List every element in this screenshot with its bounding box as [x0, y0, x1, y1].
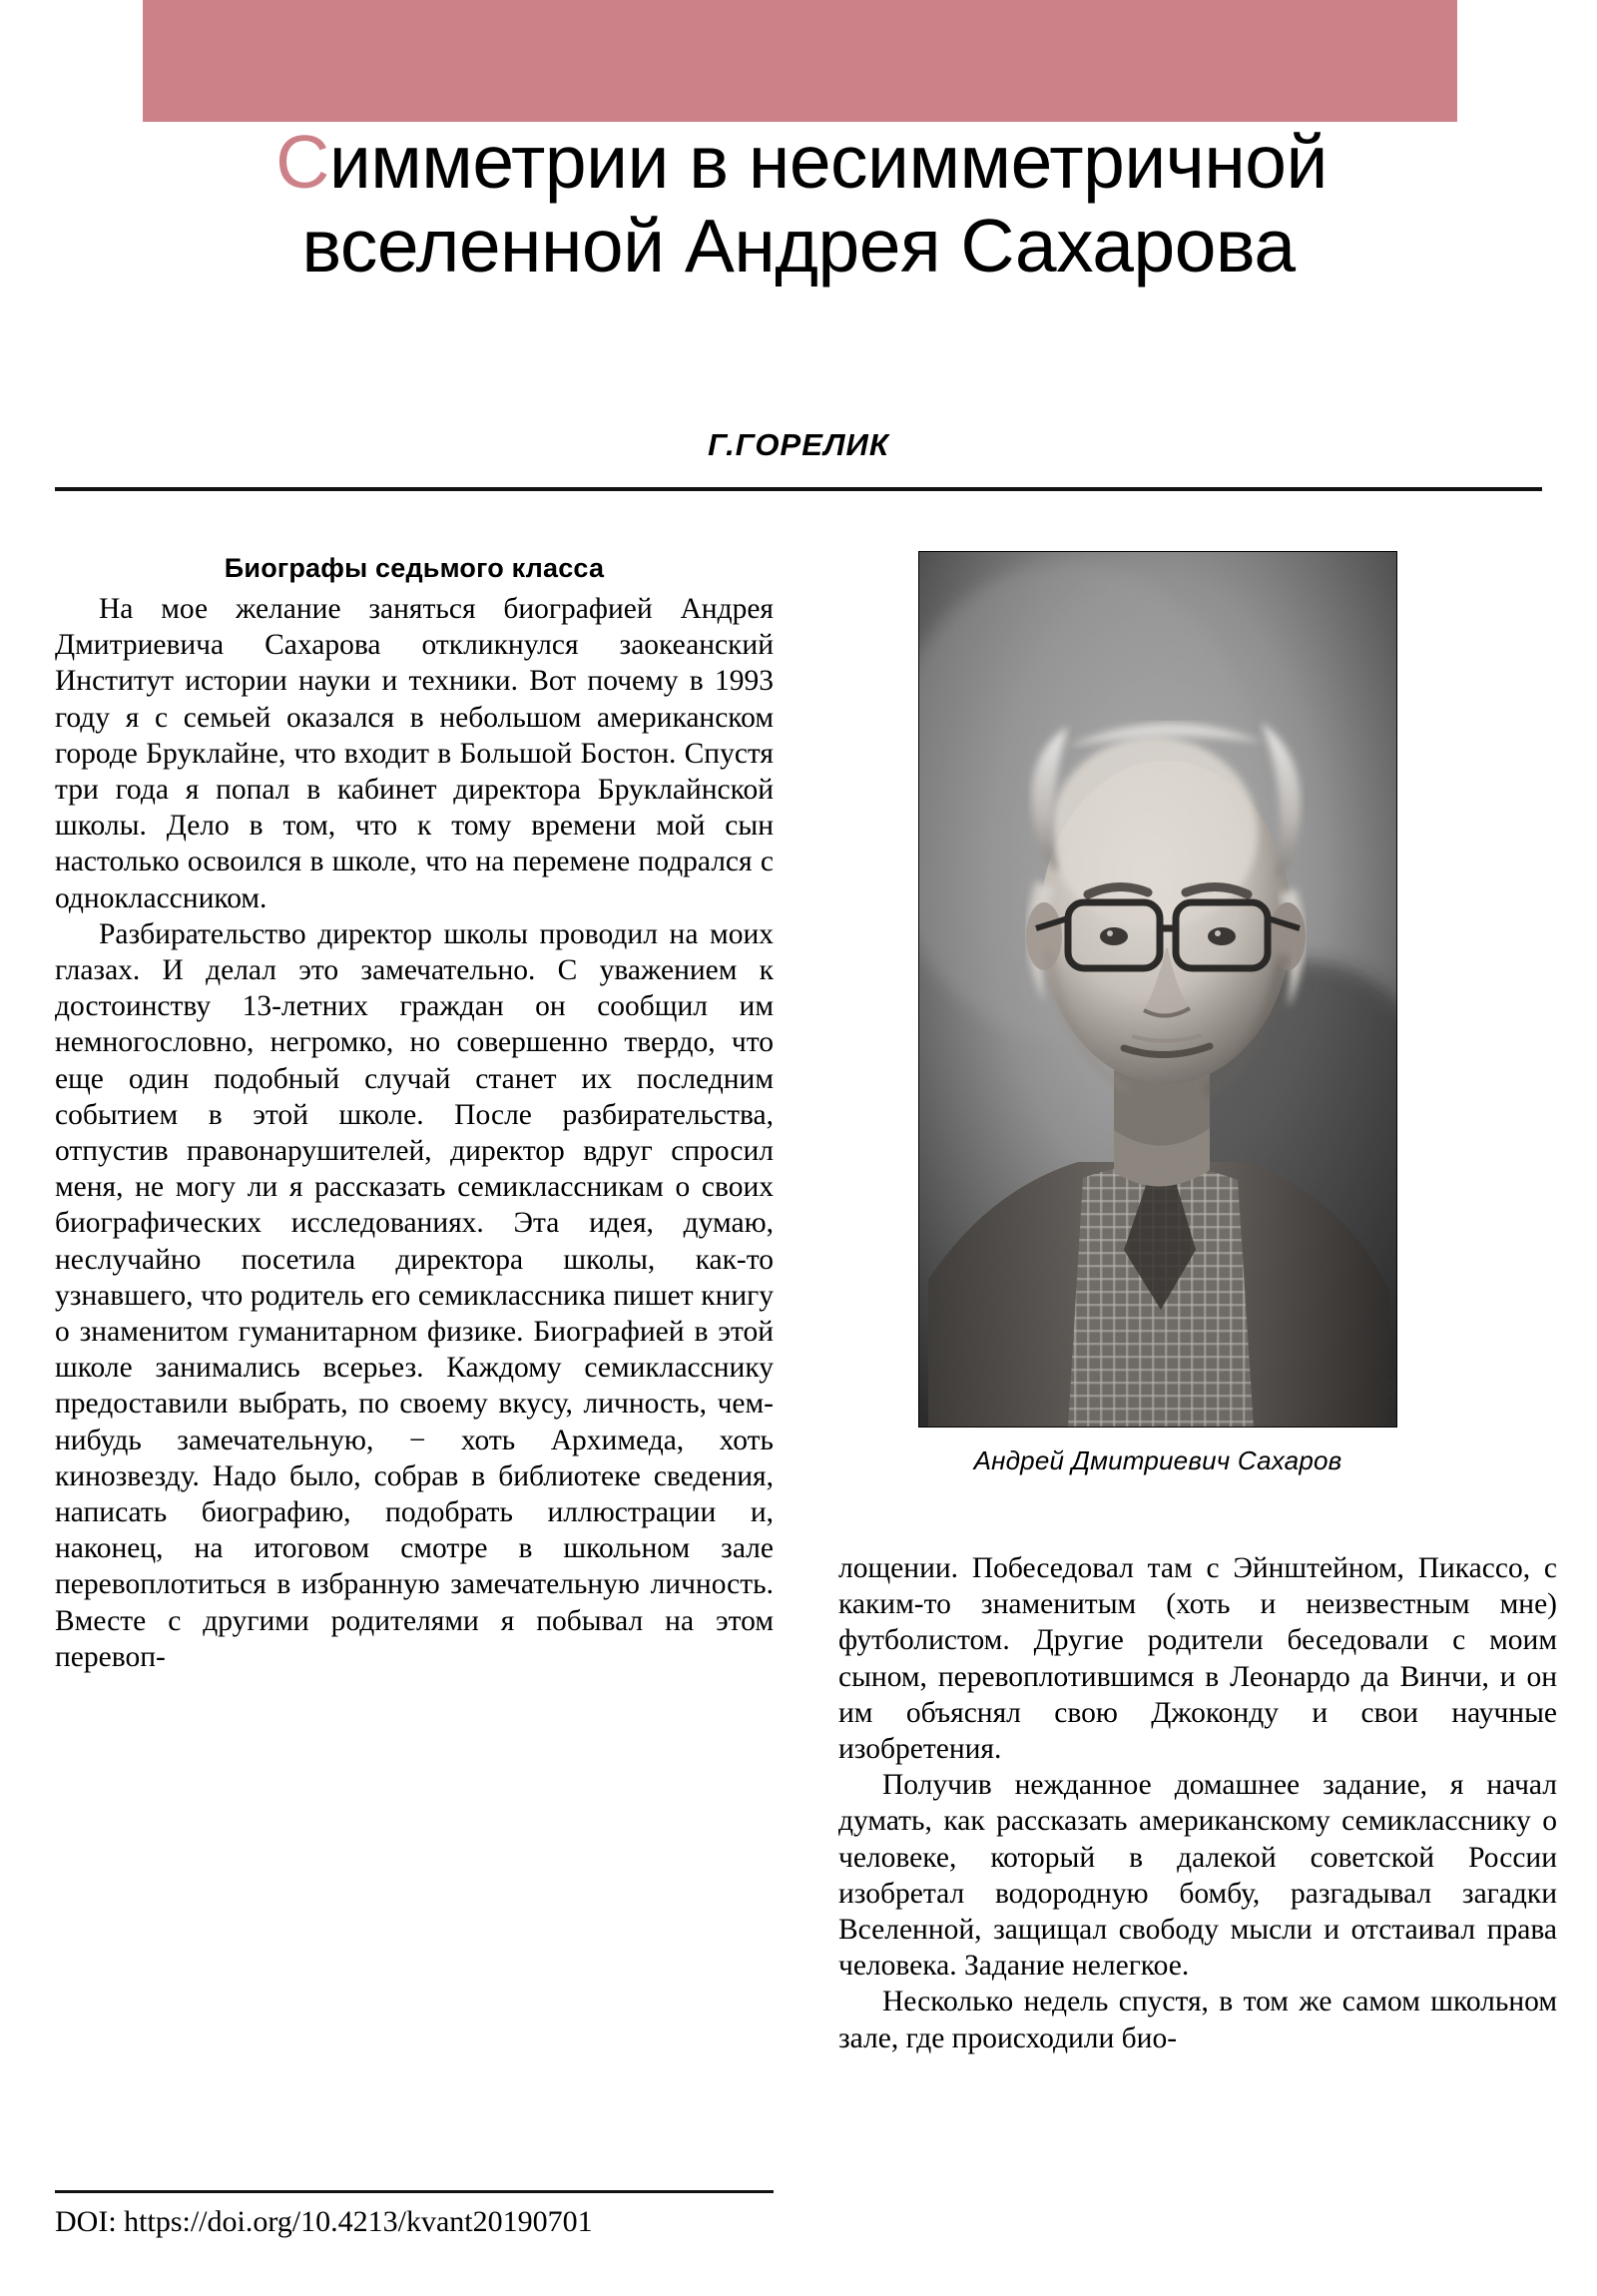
title-line-1: имметрии в несимметричной — [328, 120, 1328, 204]
paragraph: Несколько недель спустя, в том же самом школьном зале, где происходили био- — [838, 1986, 1557, 2054]
paragraph: На мое желание заняться биографией Андрея Дмитриевича Сахарова откликнулся заокеанский Институт истории науки и техники. Вот почему в 1993 году я с семьей оказался в небольшом американском городе Бруклайне, что входит в Большой Бостон. Спустя три года я попал в кабинет директора Бруклайнской школы. Дело в том, что к тому времени мой сын настолько освоился в школе, что на перемене подрался с одноклассником. — [55, 593, 774, 914]
title-dropcap: С — [275, 120, 329, 204]
paragraph: Получив нежданное домашнее задание, я начал думать, как рассказать американскому семикласснику о человеке, который в далекой советской России изобретал водородную бомбу, разгадывал загадки Вселенной, защищал свободу мысли и отстаивал права человека. Задание нелегкое. — [838, 1769, 1557, 1983]
author-byline: Г.ГОРЕЛИК — [708, 427, 889, 462]
paragraph: лощении. Побеседовал там с Эйнштейном, Пикассо, с каким-то знаменитым (хоть и неизвестным мне) футболистом. Другие родители беседовали с моим сыном, перевоплотившимся в Леонардо да Винчи, и он им объяснял свою Джоконду и свои научные изобретения. — [838, 1552, 1557, 1766]
column-right — [838, 1550, 1557, 2056]
footer-divider — [55, 2190, 774, 2193]
masthead-divider — [55, 487, 1542, 491]
figure-sakharov — [918, 551, 1397, 1476]
masthead-banner — [143, 0, 1457, 122]
doi-line: DOI: https://doi.org/10.4213/kvant20190701 — [55, 2205, 593, 2238]
page-title — [40, 120, 1557, 287]
paragraph: Разбирательство директор школы проводил на моих глазах. И делал это замечательно. С уважением к достоинству 13-летних граждан он сообщил им немногословно, негромко, но совершенно твердо, что еще один подобный случай станет их последним событием в этой школе. После разбирательства, отпустив правонарушителей, директор вдруг спросил меня, не могу ли я рассказать семиклассникам о своих биографических исследованиях. Эта идея, думаю, неслучайно посетила директора школы, как-то узнавшего, что родитель его семиклассника пишет книгу о знаменитом гуманитарном физике. Биографией в этой школе занимались всерьез. Каждому семикласснику предоставили выбрать, по своему вкусу, личность, чем-нибудь замечательную, − хоть Архимеда, хоть кинозвезду. Надо было, собрав в библиотеке сведения, написать биографию, подобрать иллюстрации и, наконец, на итоговом смотре в школьном зале перевоплотиться в избранную замечательную личность. Вместе с другими родителями я побывал на этом перевоп- — [55, 917, 774, 1673]
title-line-2: вселенной Андрея Сахарова — [301, 204, 1296, 287]
column-left — [55, 551, 774, 1675]
section-heading: Биографы седьмого класса — [224, 553, 605, 583]
figure-caption: Андрей Дмитриевич Сахаров — [973, 1445, 1342, 1475]
portrait-photo — [918, 551, 1397, 1428]
